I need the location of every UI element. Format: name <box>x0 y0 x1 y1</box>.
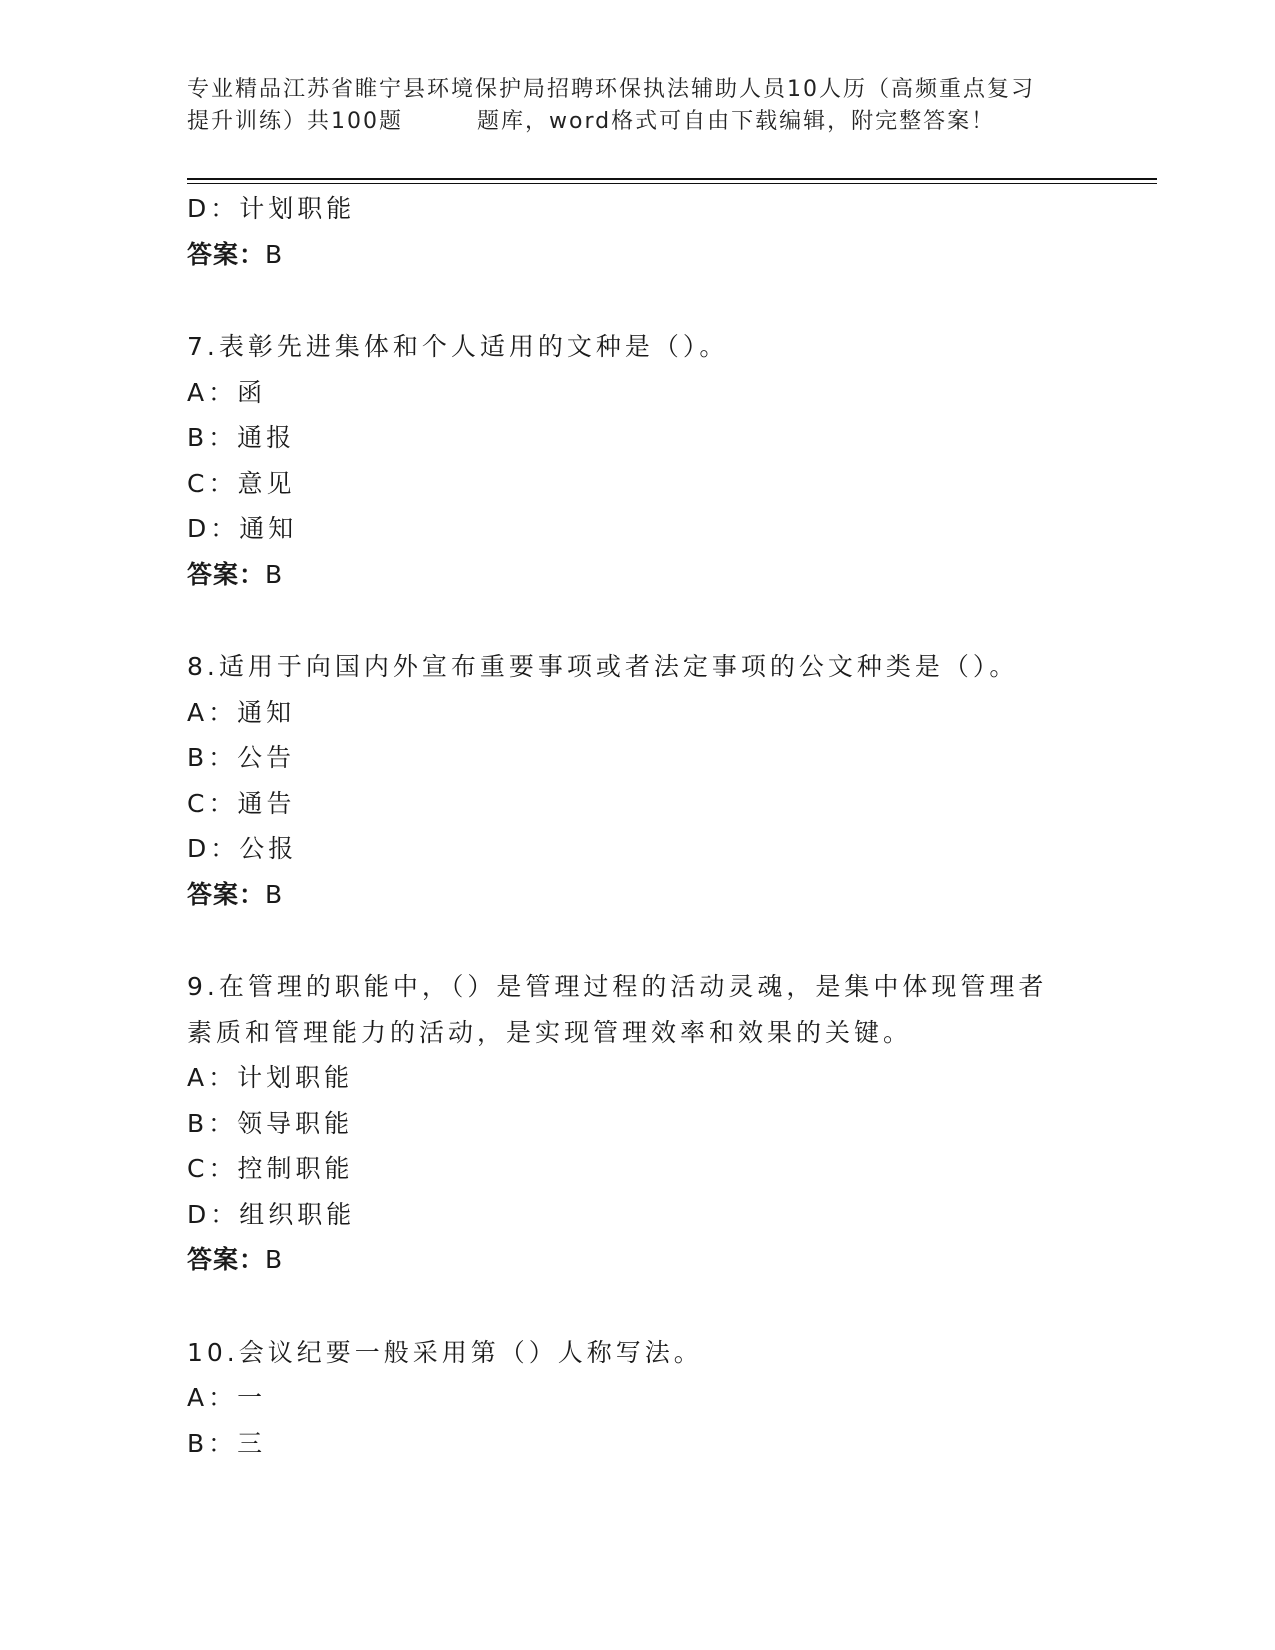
question-list <box>187 186 1117 1466</box>
answer-value: B <box>265 1245 284 1274</box>
answer-line <box>187 232 1117 278</box>
question-stem-line-2: 素质和管理能力的活动，是实现管理效率和效果的关键。 <box>187 1017 913 1047</box>
question-stem: 8.适用于向国内外宣布重要事项或者法定事项的公文种类是（）。 <box>187 652 1019 681</box>
question-block-7 <box>187 324 1117 597</box>
option-c: C：通告 <box>187 788 296 818</box>
option-d: D：组织职能 <box>187 1199 356 1229</box>
question-spacer <box>187 277 1117 324</box>
header-line-1: 专业精品江苏省睢宁县环境保护局招聘环保执法辅助人员10人历（高频重点复习 <box>187 77 1035 102</box>
question-block-8 <box>187 644 1117 917</box>
answer-label: 答案： <box>187 559 266 589</box>
question-stem: 7.表彰先进集体和个人适用的文种是（）。 <box>187 332 729 361</box>
answer-value: B <box>265 239 284 269</box>
header-line-2-end: 题库，word格式可自由下载编辑，附完整答案！ <box>477 109 996 134</box>
option-b: B：公告 <box>187 743 296 772</box>
document-header <box>187 74 1087 138</box>
answer-label: 答案： <box>187 879 266 909</box>
option-a: A：一 <box>187 1383 267 1412</box>
header-divider-thin <box>187 183 1157 184</box>
question-block-10 <box>187 1330 1117 1467</box>
option-b: B：三 <box>187 1428 267 1458</box>
header-line-2-start: 提升训练）共100题 <box>187 109 403 134</box>
question-spacer <box>187 917 1117 964</box>
option-d: D：计划职能 <box>187 194 356 223</box>
answer-label: 答案： <box>187 1245 266 1274</box>
question-block-9 <box>187 964 1117 1283</box>
option-a: A：计划职能 <box>187 1063 354 1092</box>
option-a: A：通知 <box>187 697 296 727</box>
answer-line <box>187 552 1117 598</box>
answer-line <box>187 1237 1117 1283</box>
answer-value: B <box>265 879 284 909</box>
option-d: D：公报 <box>187 834 298 863</box>
question-spacer <box>187 597 1117 644</box>
question-spacer <box>187 1283 1117 1330</box>
answer-value: B <box>265 559 284 589</box>
answer-label: 答案： <box>187 239 266 269</box>
header-divider-thick <box>187 178 1157 180</box>
option-b: B：领导职能 <box>187 1108 354 1138</box>
option-b: B：通报 <box>187 423 296 452</box>
header-line-2 <box>187 106 1087 138</box>
option-d: D：通知 <box>187 514 298 543</box>
answer-line <box>187 872 1117 918</box>
option-a: A：函 <box>187 377 267 407</box>
question-stem: 10.会议纪要一般采用第（）人称写法。 <box>187 1337 703 1367</box>
question-stem-line-1: 9.在管理的职能中，（）是管理过程的活动灵魂，是集中体现管理者 <box>187 972 1048 1001</box>
option-c: C：控制职能 <box>187 1154 354 1183</box>
option-c: C：意见 <box>187 468 296 498</box>
